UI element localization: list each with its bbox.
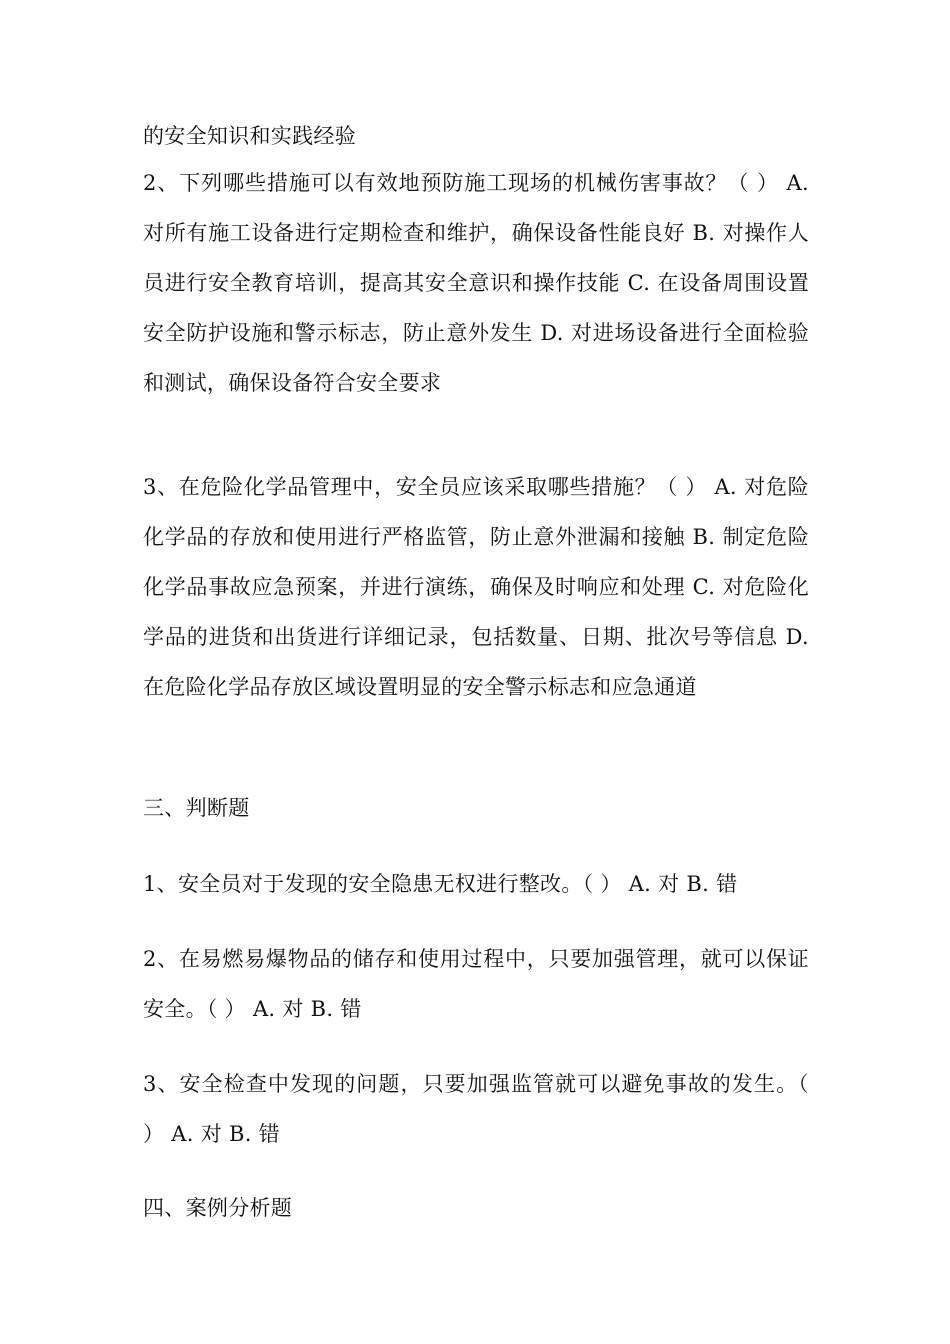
multiple-choice-question-2: 2、下列哪些措施可以有效地预防施工现场的机械伤害事故？（ ） A. 对所有施工设备进行定期检查和维护，确保设备性能良好 B. 对操作人员进行安全教育培训，提高其安全意识和操作技能 C. 在设备周围设置安全防护设施和警示标志，防止意外发生 D. 对进场设备进行全面检验和测试，确保设备符合安全要求 — [143, 171, 809, 395]
true-false-question-2: 2、在易燃易爆物品的储存和使用过程中，只要加强管理，就可以保证安全。（ ） A. 对 B. 错 — [143, 947, 809, 1021]
section-heading-true-false: 三、判断题 — [143, 796, 250, 820]
continuation-text: 的安全知识和实践经验 — [143, 124, 356, 148]
true-false-question-1: 1、安全员对于发现的安全隐患无权进行整改。（ ） A. 对 B. 错 — [143, 872, 738, 896]
multiple-choice-question-3: 3、在危险化学品管理中，安全员应该采取哪些措施？（ ） A. 对危险化学品的存放和使用进行严格监管，防止意外泄漏和接触 B. 制定危险化学品事故应急预案，并进行演练，确保及时响应和处理 C. 对危险化学品的进货和出货进行详细记录，包括数量、日期、批次号等信息 D. 在危险化学品存放区域设置明显的安全警示标志和应急通道 — [143, 475, 809, 699]
section-heading-case-analysis: 四、案例分析题 — [143, 1196, 293, 1220]
true-false-question-3: 3、安全检查中发现的问题，只要加强监管就可以避免事故的发生。（ ） A. 对 B. 错 — [143, 1072, 809, 1146]
